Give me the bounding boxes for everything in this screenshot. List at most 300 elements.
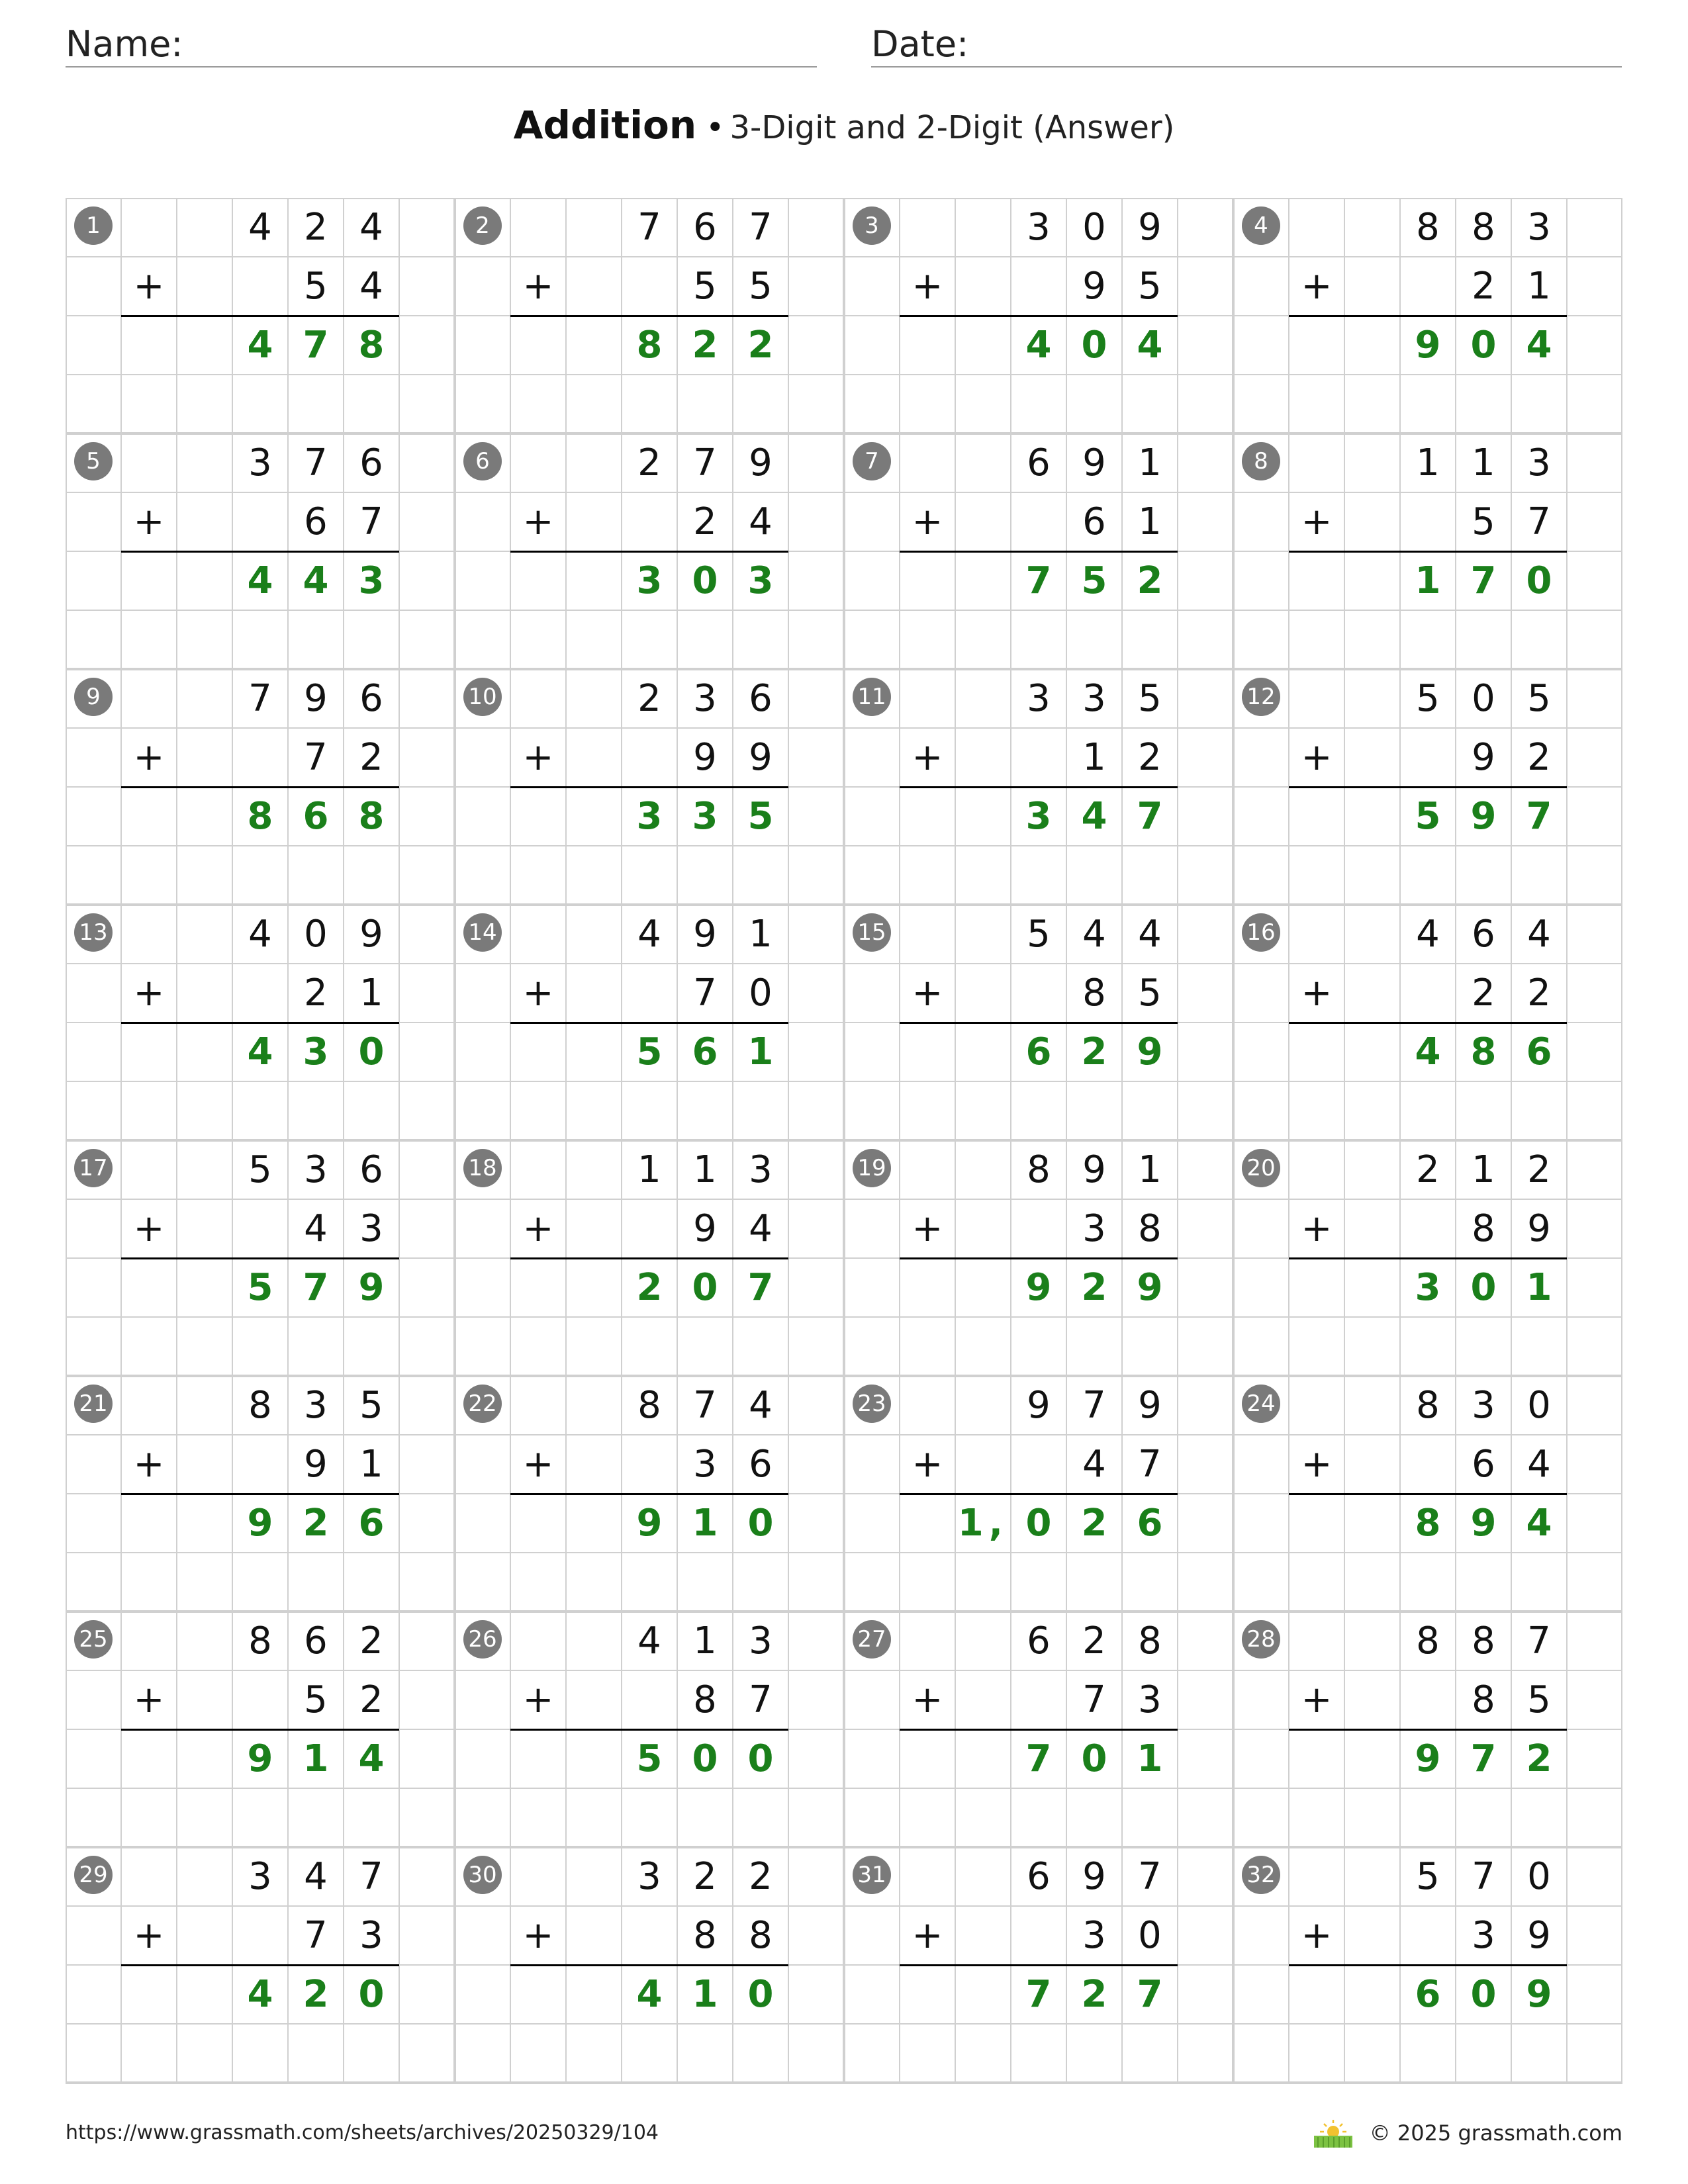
sum-line [1289,1022,1567,1024]
bottom-digit: 9 [693,736,717,779]
top-digit: 5 [359,1384,383,1427]
top-digit: 9 [749,441,773,484]
top-digit: 3 [1472,1384,1495,1427]
answer-digit: 9 [636,1502,663,1545]
answer-digit: 9 [1137,1266,1163,1309]
answer-digit: 5 [636,1030,663,1073]
plus-sign: + [912,500,943,543]
bottom-digit: 5 [1138,265,1162,308]
bottom-digit: 6 [1082,500,1106,543]
bottom-digit: 5 [304,1678,328,1721]
problem-number-badge: 29 [74,1856,113,1894]
answer-digit: 2 [1081,1266,1107,1309]
answer-digit: 4 [247,324,273,367]
sum-line [900,1257,1178,1259]
bottom-digit: 8 [1082,972,1106,1015]
answer-digit: 0 [1081,1737,1107,1780]
bottom-digit: 7 [1138,1443,1162,1486]
top-digit: 3 [1527,206,1551,249]
answer-digit: 6 [1137,1502,1163,1545]
bottom-digit: 2 [1138,736,1162,779]
answer-digit: 0 [1081,324,1107,367]
top-digit: 6 [304,1619,328,1662]
answer-digit: 5 [247,1266,273,1309]
footer-branding [1311,2116,1622,2150]
answer-digit: 6 [1025,1030,1052,1073]
bottom-digit: 2 [1527,736,1551,779]
answer-digit: 0 [747,1502,774,1545]
answer-digit: 7 [1025,1737,1052,1780]
sum-line [121,551,399,553]
sum-line [121,1022,399,1024]
top-digit: 9 [1082,441,1106,484]
plus-sign: + [522,265,554,308]
answer-digit: 7 [1137,795,1163,838]
answer-digit: 2 [1137,559,1163,602]
top-digit: 4 [749,1384,773,1427]
top-digit: 2 [637,677,661,720]
bottom-digit: 9 [749,736,773,779]
sum-line [121,1729,399,1731]
plus-sign: + [133,500,165,543]
answer-digit: 4 [358,1737,385,1780]
top-digit: 9 [1027,1384,1051,1427]
top-digit: 8 [1416,206,1440,249]
answer-digit: 4 [1137,324,1163,367]
problem-number-badge: 26 [463,1620,502,1659]
top-digit: 5 [1027,913,1051,956]
problem-number-badge: 15 [853,913,891,952]
problem-number-badge: 7 [853,442,891,480]
top-digit: 7 [637,206,661,249]
bottom-digit: 7 [1527,500,1551,543]
top-digit: 3 [304,1148,328,1191]
answer-digit: 1 [1415,559,1441,602]
sum-line [900,1729,1178,1731]
plus-sign: + [1301,736,1333,779]
bottom-digit: 3 [693,1443,717,1486]
answer-digit: 2 [1526,1737,1552,1780]
bottom-digit: 5 [1472,500,1495,543]
bottom-digit: 5 [693,265,717,308]
top-digit: 9 [693,913,717,956]
plus-sign: + [133,1914,165,1957]
top-digit: 3 [304,1384,328,1427]
sum-line [121,1964,399,1966]
answer-digit: 2 [636,1266,663,1309]
answer-digit: 0 [1526,559,1552,602]
bottom-digit: 2 [1527,972,1551,1015]
sum-line [1289,786,1567,788]
problem-number-badge: 5 [74,442,113,480]
sum-line [900,786,1178,788]
bottom-digit: 0 [749,972,773,1015]
plus-sign: + [522,1207,554,1250]
top-digit: 7 [1138,1855,1162,1898]
answer-digit: 9 [247,1502,273,1545]
answer-digit: 4 [1025,324,1052,367]
problem-number-badge: 18 [463,1149,502,1187]
bottom-digit: 8 [693,1914,717,1957]
plus-sign: + [133,1207,165,1250]
bottom-digit: 0 [1138,1914,1162,1957]
answer-digit: 3 [1025,795,1052,838]
answer-digit: 6 [1526,1030,1552,1073]
sum-line [1289,1964,1567,1966]
answer-digit: 8 [358,795,385,838]
bottom-digit: 1 [1082,736,1106,779]
top-digit: 9 [1138,1384,1162,1427]
top-digit: 8 [1472,1619,1495,1662]
plus-sign: + [912,265,943,308]
problem-number-badge: 28 [1242,1620,1280,1659]
bottom-digit: 3 [1138,1678,1162,1721]
top-digit: 9 [1082,1855,1106,1898]
answer-digit: 0 [1470,1266,1497,1309]
answer-digit: 4 [1415,1030,1441,1073]
bottom-digit: 1 [359,1443,383,1486]
plus-sign: + [1301,972,1333,1015]
bottom-digit: 1 [1138,500,1162,543]
bottom-digit: 2 [693,500,717,543]
date-label: Date: [871,23,969,65]
bottom-digit: 7 [749,1678,773,1721]
answer-digit: 2 [303,1973,329,2016]
sum-line [121,1493,399,1495]
sum-line [510,786,788,788]
answer-digit: 2 [1081,1973,1107,2016]
plus-sign: + [912,1443,943,1486]
answer-digit: 2 [303,1502,329,1545]
answer-digit: 0 [692,1266,718,1309]
answer-digit: 7 [303,1266,329,1309]
answer-digit: 6 [692,1030,718,1073]
top-digit: 2 [1416,1148,1440,1191]
plus-sign: + [912,1914,943,1957]
answer-digit: 2 [692,324,718,367]
bottom-digit: 4 [304,1207,328,1250]
answer-digit: 9 [1415,1737,1441,1780]
answer-digit: 0 [692,559,718,602]
bottom-digit: 9 [1472,736,1495,779]
bottom-digit: 8 [693,1678,717,1721]
problem-number-badge: 30 [463,1856,502,1894]
top-digit: 1 [1472,441,1495,484]
top-digit: 4 [1527,913,1551,956]
footer-url[interactable]: https://www.grassmath.com/sheets/archives/20250329/104 [66,2121,659,2144]
answer-digit: 7 [1025,559,1052,602]
top-digit: 2 [1527,1148,1551,1191]
bottom-digit: 7 [1082,1678,1106,1721]
answer-digit: 3 [636,559,663,602]
top-digit: 6 [1027,1855,1051,1898]
answer-digit: 3 [303,1030,329,1073]
name-field[interactable] [66,23,817,68]
top-digit: 7 [693,1384,717,1427]
name-label: Name: [66,23,183,65]
sum-line [1289,1257,1567,1259]
top-digit: 9 [1082,1148,1106,1191]
top-digit: 3 [1082,677,1106,720]
top-digit: 8 [1138,1619,1162,1662]
sum-line [510,551,788,553]
answer-digit: 3 [636,795,663,838]
problem-grid [66,198,1622,2088]
answer-digit: 0 [1025,1502,1052,1545]
bottom-digit: 8 [1472,1207,1495,1250]
answer-digit: 9 [1025,1266,1052,1309]
answer-digit: 1 [692,1973,718,2016]
top-digit: 0 [1527,1384,1551,1427]
problem-number-badge: 1 [74,206,113,245]
top-digit: 1 [1138,1148,1162,1191]
bottom-digit: 3 [359,1207,383,1250]
answer-digit: 4 [303,559,329,602]
top-digit: 4 [637,913,661,956]
bottom-digit: 4 [749,500,773,543]
answer-digit: 4 [636,1973,663,2016]
answer-digit: 9 [1415,324,1441,367]
top-digit: 8 [1416,1619,1440,1662]
bottom-digit: 2 [359,736,383,779]
top-digit: 5 [1138,677,1162,720]
answer-digit: 6 [358,1502,385,1545]
plus-sign: + [133,1678,165,1721]
top-digit: 6 [359,1148,383,1191]
problem-number-badge: 9 [74,678,113,716]
answer-digit: 8 [247,795,273,838]
top-digit: 7 [693,441,717,484]
top-digit: 7 [248,677,272,720]
top-digit: 6 [359,441,383,484]
top-digit: 1 [1138,441,1162,484]
top-digit: 3 [749,1619,773,1662]
bottom-digit: 6 [304,500,328,543]
problem-number-badge: 11 [853,678,891,716]
top-digit: 5 [248,1148,272,1191]
top-digit: 1 [1472,1148,1495,1191]
plus-sign: + [522,1914,554,1957]
problem-number-badge: 13 [74,913,113,952]
bottom-digit: 2 [359,1678,383,1721]
answer-digit: 0 [1470,1973,1497,2016]
problem-number-badge: 25 [74,1620,113,1659]
answer-digit: 9 [1470,1502,1497,1545]
answer-digit: 7 [303,324,329,367]
bottom-digit: 8 [1138,1207,1162,1250]
problem-number-badge: 14 [463,913,502,952]
bottom-digit: 8 [1472,1678,1495,1721]
top-digit: 0 [1527,1855,1551,1898]
bottom-digit: 4 [359,265,383,308]
top-digit: 6 [1027,1619,1051,1662]
plus-sign: + [133,972,165,1015]
top-digit: 7 [749,206,773,249]
problem-number-badge: 21 [74,1385,113,1423]
answer-digit: 7 [1526,795,1552,838]
answer-digit: 2 [1081,1502,1107,1545]
plus-sign: + [1301,1914,1333,1957]
top-digit: 3 [1527,441,1551,484]
plus-sign: + [522,972,554,1015]
plus-sign: + [1301,1443,1333,1486]
top-digit: 6 [359,677,383,720]
sum-line [121,786,399,788]
bottom-digit: 3 [359,1914,383,1957]
top-digit: 9 [304,677,328,720]
problem-number-badge: 16 [1242,913,1280,952]
answer-digit: 9 [1470,795,1497,838]
top-digit: 7 [359,1855,383,1898]
answer-digit: 0 [358,1030,385,1073]
plus-sign: + [522,736,554,779]
problem-number-badge: 32 [1242,1856,1280,1894]
top-digit: 7 [1472,1855,1495,1898]
answer-digit: 8 [636,324,663,367]
plus-sign: + [1301,1678,1333,1721]
top-digit: 3 [1027,677,1051,720]
answer-digit: 8 [358,324,385,367]
answer-digit: 8 [1415,1502,1441,1545]
plus-sign: + [1301,265,1333,308]
answer-digit: 2 [1081,1030,1107,1073]
answer-digit: 3 [358,559,385,602]
answer-digit: 5 [747,795,774,838]
top-digit: 2 [359,1619,383,1662]
answer-digit: 1 [1137,1737,1163,1780]
top-digit: 4 [248,206,272,249]
answer-digit: 4 [1081,795,1107,838]
top-digit: 8 [248,1619,272,1662]
sum-line [1289,1729,1567,1731]
bottom-digit: 4 [1527,1443,1551,1486]
plus-sign: + [912,736,943,779]
problem-number-badge: 17 [74,1149,113,1187]
answer-digit: 0 [1470,324,1497,367]
plus-sign: + [522,1443,554,1486]
top-digit: 6 [1472,913,1495,956]
plus-sign: + [522,500,554,543]
answer-digit: 9 [1526,1973,1552,2016]
answer-digit: 7 [1470,1737,1497,1780]
plus-sign: + [133,1443,165,1486]
top-digit: 4 [1416,913,1440,956]
top-digit: 8 [1027,1148,1051,1191]
plus-sign: + [522,1678,554,1721]
top-digit: 1 [749,913,773,956]
answer-digit: 9 [247,1737,273,1780]
top-digit: 6 [749,677,773,720]
date-field[interactable] [871,23,1622,68]
top-digit: 2 [304,206,328,249]
answer-digit: 1 [303,1737,329,1780]
sum-line [900,1964,1178,1966]
problem-number-badge: 22 [463,1385,502,1423]
top-digit: 0 [1472,677,1495,720]
answer-digit: 6 [303,795,329,838]
top-digit: 4 [1082,913,1106,956]
top-digit: 6 [1027,441,1051,484]
plus-sign: + [1301,500,1333,543]
bottom-digit: 4 [1082,1443,1106,1486]
answer-digit: 7 [747,1266,774,1309]
bottom-digit: 7 [304,1914,328,1957]
answer-digit: 9 [1137,1030,1163,1073]
problem-number-badge: 27 [853,1620,891,1659]
answer-digit: 5 [1415,795,1441,838]
top-digit: 3 [749,1148,773,1191]
worksheet-title [0,103,1688,148]
problem-number-badge: 19 [853,1149,891,1187]
top-digit: 2 [1082,1619,1106,1662]
bottom-digit: 1 [1527,265,1551,308]
answer-digit: 3 [1415,1266,1441,1309]
answer-digit: 2 [747,324,774,367]
title-separator: • [706,109,725,146]
problem-number-badge: 3 [853,206,891,245]
problem-number-badge: 8 [1242,442,1280,480]
top-digit: 8 [1416,1384,1440,1427]
sum-line [510,1964,788,1966]
bottom-digit: 4 [749,1207,773,1250]
answer-digit: 8 [1470,1030,1497,1073]
problem-number-badge: 2 [463,206,502,245]
bottom-digit: 6 [1472,1443,1495,1486]
sum-line [900,551,1178,553]
answer-digit: 4 [247,1030,273,1073]
bottom-digit: 3 [1472,1914,1495,1957]
sum-line [510,1493,788,1495]
top-digit: 4 [248,913,272,956]
sum-line [1289,315,1567,317]
copyright-text: © 2025 grassmath.com [1369,2120,1622,2146]
top-digit: 4 [637,1619,661,1662]
answer-digit: 7 [1470,559,1497,602]
top-digit: 9 [359,913,383,956]
answer-digit: 4 [247,559,273,602]
sum-line [1289,551,1567,553]
sum-line [510,1022,788,1024]
answer-digit: 1, [957,1502,1008,1545]
problem-number-badge: 31 [853,1856,891,1894]
sum-line [121,315,399,317]
answer-digit: 3 [747,559,774,602]
answer-digit: 0 [747,1737,774,1780]
plus-sign: + [133,736,165,779]
top-digit: 1 [693,1619,717,1662]
answer-digit: 1 [1526,1266,1552,1309]
top-digit: 1 [693,1148,717,1191]
plus-sign: + [133,265,165,308]
bottom-digit: 9 [1527,1914,1551,1957]
top-digit: 4 [1138,913,1162,956]
top-digit: 1 [1416,441,1440,484]
answer-digit: 7 [1025,1973,1052,2016]
top-digit: 7 [1527,1619,1551,1662]
sum-line [900,1493,1178,1495]
sum-line [900,1022,1178,1024]
top-digit: 2 [637,441,661,484]
plus-sign: + [912,1207,943,1250]
top-digit: 8 [1472,206,1495,249]
top-digit: 5 [1416,677,1440,720]
problem-number-badge: 10 [463,678,502,716]
top-digit: 7 [304,441,328,484]
answer-digit: 4 [247,1973,273,2016]
answer-digit: 6 [1415,1973,1441,2016]
top-digit: 8 [248,1384,272,1427]
bottom-digit: 5 [1527,1678,1551,1721]
